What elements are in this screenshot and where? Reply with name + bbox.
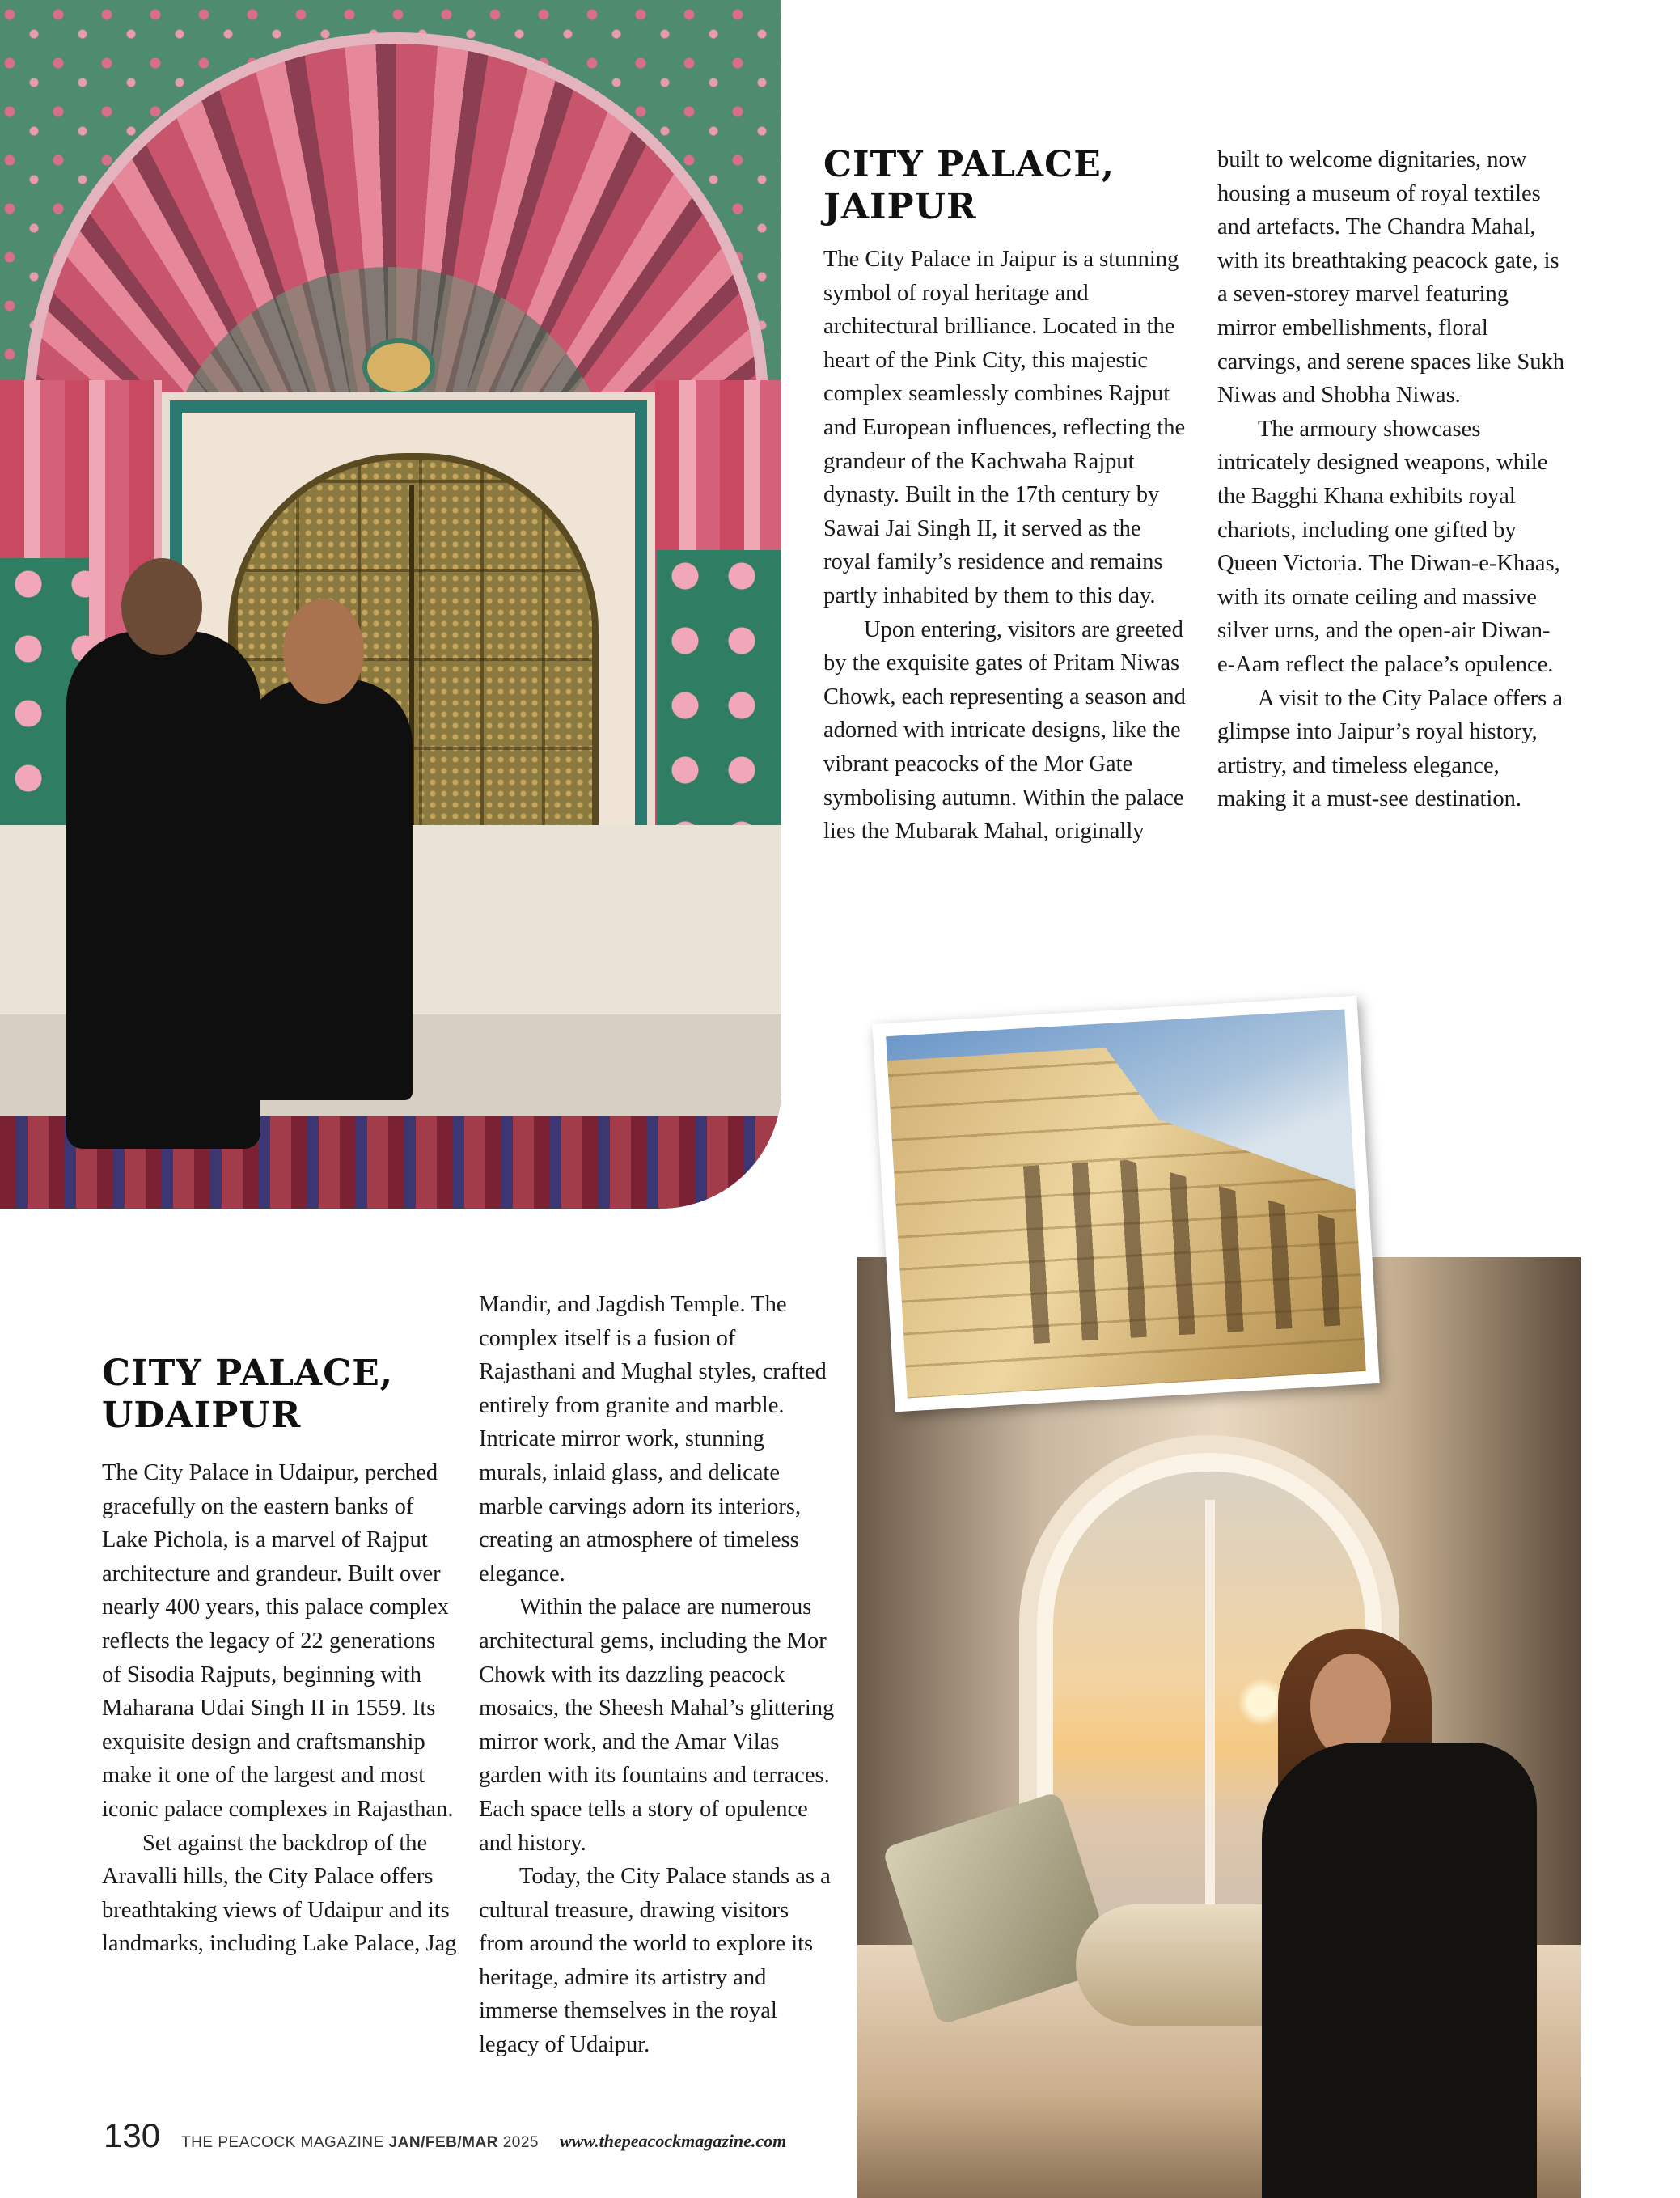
magazine-url[interactable]: www.thepeacockmagazine.com <box>559 2131 787 2151</box>
lotus-panel-right <box>657 550 781 825</box>
page-footer <box>104 2116 786 2165</box>
udaipur-column-2 <box>479 1288 835 2062</box>
heading-line: CITY PALACE, <box>823 144 1115 185</box>
jaipur-column-2 <box>1217 143 1565 816</box>
paragraph: built to welcome dignitaries, now housing a museum of royal textiles and artefacts. The Chandra Mahal, with its breathtaking peacock gate, is a seven-storey marvel featuring mirror embellishments, floral carvings, and serene spaces like Sukh Niwas and Shobha Niwas. <box>1217 147 1564 409</box>
paragraph: The City Palace in Jaipur is a stunning symbol of royal heritage and architectural brilliance. Located in the heart of the Pink City, this majestic complex seamlessly combines Rajput and European influences, reflecting the grandeur of the Kachwaha Rajput dynasty. Built in the 17th century by Sawai Jai Singh II, it served as the royal family’s residence and remains partly inhabited by them to this day. <box>823 247 1186 608</box>
jaipur-column-1 <box>823 243 1191 849</box>
heading-line: UDAIPUR <box>102 1395 302 1436</box>
window-mullion <box>1205 1500 1215 1937</box>
man-figure <box>66 631 260 1149</box>
heading-line: JAIPUR <box>823 186 977 227</box>
palace-exterior-image <box>886 1010 1366 1399</box>
heading-city-palace-udaipur <box>102 1353 442 1437</box>
woman-figure <box>243 680 413 1100</box>
paragraph: Within the palace are numerous architectural gems, including the Mor Chowk with its dazzling peacock mosaics, the Sheesh Mahal’s glittering mirror work, and the Amar Vilas garden with its fountains and terraces. Each space tells a story of opulence and history. <box>479 1595 835 1856</box>
page-number: 130 <box>104 2116 161 2154</box>
paragraph: The armoury showcases intricately designed weapons, while the Bagghi Khana exhibits royal chariots, including one gifted by Queen Victoria. The Diwan-e-Khaas, with its ornate ceiling and massive silver urns, and the open-air Diwan-e-Aam reflect the palace’s opulence. <box>1217 416 1560 677</box>
paragraph: Today, the City Palace stands as a cultural treasure, drawing visitors from around the world to explore its heritage, admire its artistry and immerse themselves in the royal legacy of Udaipur. <box>479 1864 831 2058</box>
paragraph: Mandir, and Jagdish Temple. The complex itself is a fusion of Rajasthani and Mughal styles, crafted entirely from granite and marble. Intricate mirror work, stunning murals, inlaid glass, and delicate marble carvings adorn its interiors, creating an atmosphere of timeless elegance. <box>479 1292 827 1586</box>
udaipur-column-1 <box>102 1456 458 1961</box>
heading-city-palace-jaipur <box>823 144 1163 228</box>
paragraph: A visit to the City Palace offers a glimpse into Jaipur’s royal history, artistry, and timeless elegance, making it a must-see destination. <box>1217 685 1564 812</box>
man-head <box>121 558 202 655</box>
photo-udaipur-exterior <box>872 996 1379 1412</box>
paragraph: The City Palace in Udaipur, perched gracefully on the eastern banks of Lake Pichola, is a marvel of Rajput architecture and grandeur. Built over nearly 400 years, this palace complex reflects the legacy of 22 generations of Sisodia Rajputs, beginning with Maharana Udai Singh II in 1559. Its exquisite design and craftsmanship make it one of the largest and most iconic palace complexes in Rajasthan. <box>102 1460 454 1822</box>
paragraph: Upon entering, visitors are greeted by the exquisite gates of Pritam Niwas Chowk, each representing a season and adorned with intricate designs, like the vibrant peacocks of the Mor Gate symbolising autumn. Within the palace lies the Mubarak Mahal, originally <box>823 616 1186 845</box>
woman-figure <box>1262 1743 1537 2198</box>
heading-line: CITY PALACE, <box>102 1353 394 1394</box>
issue-months: JAN/FEB/MAR <box>388 2134 498 2151</box>
magazine-issue <box>181 2134 539 2152</box>
photo-jaipur-peacock-gate <box>0 0 781 1209</box>
magazine-name: THE PEACOCK MAGAZINE <box>181 2134 384 2151</box>
arch-medallion <box>362 338 435 396</box>
paragraph: Set against the backdrop of the Aravalli hills, the City Palace offers breathtaking views of Udaipur and its landmarks, including Lake Palace, Jag <box>102 1830 457 1957</box>
issue-year: 2025 <box>502 2134 539 2151</box>
woman-head <box>283 599 364 704</box>
